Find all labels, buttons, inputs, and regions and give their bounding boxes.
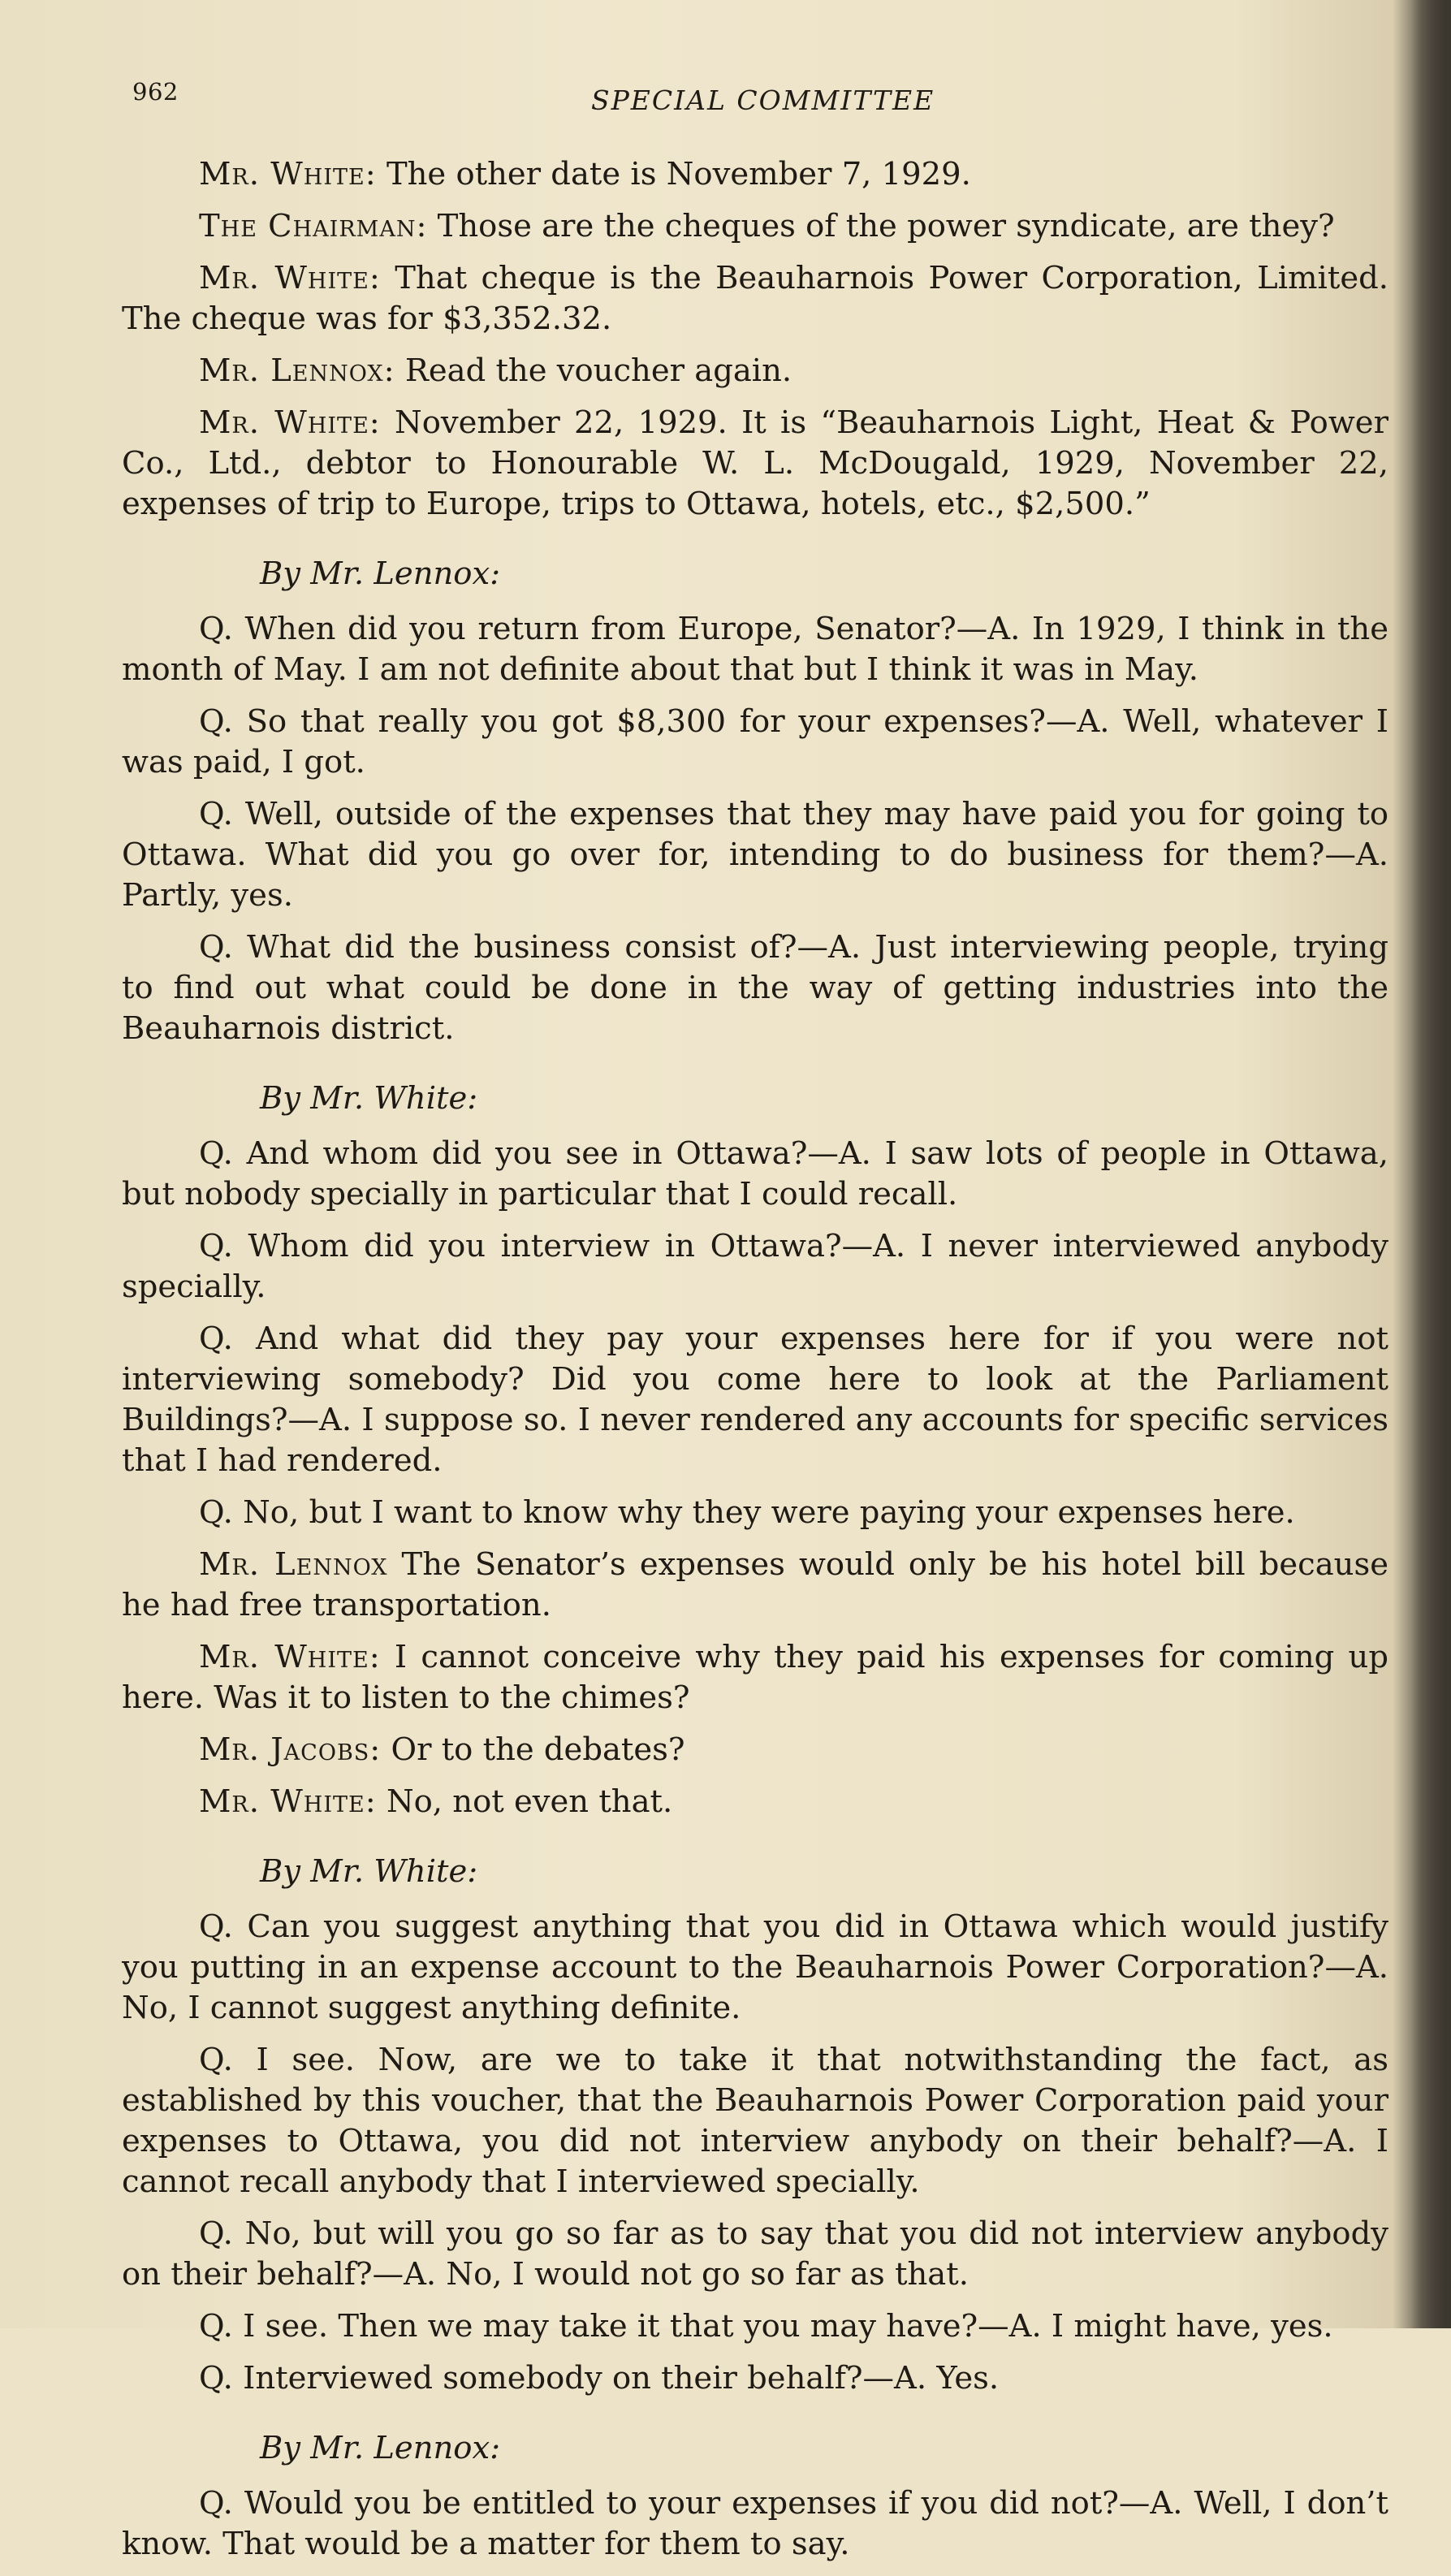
- speaker: Mr. White:: [199, 404, 381, 441]
- qa-paragraph: Q. What did the business consist of?—A. Just interviewing people, trying to find out what could be done in the way of getting industries into the Beauharnois district.: [122, 929, 1388, 1047]
- page-number: 962: [132, 78, 179, 106]
- paragraph: [122, 1782, 1388, 1822]
- qa-paragraph: Q. No, but I want to know why they were paying your expenses here.: [199, 1494, 1295, 1531]
- speaker: Mr. Jacobs:: [199, 1731, 382, 1768]
- speaker: Mr. White:: [199, 156, 377, 192]
- examiner-byline: By Mr. White:: [260, 1853, 478, 1890]
- paragraph: [122, 351, 1388, 391]
- speech: The other date is November 7, 1929.: [376, 156, 971, 192]
- paragraph: [122, 206, 1388, 247]
- paragraph: [122, 258, 1388, 339]
- speaker: The Chairman:: [199, 208, 428, 244]
- qa-paragraph: Q. When did you return from Europe, Senator?—A. In 1929, I think in the month of May. I am not definite about that but I think it was in May.: [122, 611, 1388, 688]
- qa-paragraph: Q. So that really you got $8,300 for your expenses?—A. Well, whatever I was paid, I got.: [122, 703, 1388, 780]
- speech: Those are the cheques of the power syndicate, are they?: [427, 208, 1335, 244]
- qa-paragraph: Q. No, but will you go so far as to say that you did not interview anybody on their behalf?—A. No, I would not go so far as that.: [122, 2215, 1388, 2293]
- qa-paragraph: Q. Would you be entitled to your expenses if you did not?—A. Well, I don’t know. That would be a matter for them to say.: [122, 2485, 1388, 2562]
- speech: I cannot conceive why they paid his expenses for coming up here. Was it to listen to the chimes?: [122, 1639, 1388, 1716]
- speech: The Senator’s expenses would only be his hotel bill because he had free transportation.: [122, 1546, 1388, 1623]
- speech: November 22, 1929. It is “Beauharnois Light, Heat & Power Co., Ltd., debtor to Honourable W. L. McDougald, 1929, November 22, expenses of trip to Europe, trips to Ottawa, hotels, etc., $2,500.”: [122, 404, 1388, 522]
- speech: That cheque is the Beauharnois Power Corporation, Limited. The cheque was for $3,352.32.: [122, 260, 1388, 337]
- running-head: SPECIAL COMMITTEE: [591, 84, 935, 116]
- paragraph: [122, 1637, 1388, 1718]
- paragraph: [122, 1545, 1388, 1626]
- qa-paragraph: Q. Can you suggest anything that you did in Ottawa which would justify you putting in an expense account to the Beauharnois Power Corporation?—A. No, I cannot suggest anything definite.: [122, 1908, 1388, 2026]
- speech: Read the voucher again.: [395, 352, 792, 389]
- qa-paragraph: Q. Well, outside of the expenses that they may have paid you for going to Ottawa. What did you go over for, intending to do business for them?—A. Partly, yes.: [122, 796, 1388, 914]
- qa-paragraph: Q. And what did they pay your expenses here for if you were not interviewing somebody? Did you come here to look at the Parliament Buildings?—A. I suppose so. I never rendered any accounts for specific services that I had rendered.: [122, 1320, 1388, 1479]
- speaker: Mr. Lennox:: [199, 352, 395, 389]
- examiner-byline: By Mr. Lennox:: [260, 2430, 501, 2466]
- speaker: Mr. White:: [199, 1783, 377, 1820]
- paragraph: [122, 403, 1388, 525]
- qa-paragraph: Q. I see. Then we may take it that you may have?—A. I might have, yes.: [199, 2308, 1333, 2345]
- paragraph: [122, 154, 1388, 195]
- qa-paragraph: Q. Whom did you interview in Ottawa?—A. I never interviewed anybody specially.: [122, 1228, 1388, 1305]
- examiner-byline: By Mr. White:: [260, 1080, 478, 1117]
- qa-paragraph: Q. Interviewed somebody on their behalf?—A. Yes.: [199, 2360, 1000, 2397]
- speaker: Mr. Lennox: [199, 1546, 388, 1583]
- speaker: Mr. White:: [199, 260, 381, 296]
- speaker: Mr. White:: [199, 1639, 381, 1675]
- binding-shadow: [1410, 0, 1451, 2328]
- paragraph: [122, 1730, 1388, 1770]
- speech: No, not even that.: [376, 1783, 673, 1820]
- body-text: [122, 154, 1388, 2576]
- speech: Or to the debates?: [381, 1731, 685, 1768]
- qa-paragraph: Q. And whom did you see in Ottawa?—A. I saw lots of people in Ottawa, but nobody specially in particular that I could recall.: [122, 1135, 1388, 1212]
- qa-paragraph: Q. I see. Now, are we to take it that notwithstanding the fact, as established by this voucher, that the Beauharnois Power Corporation paid your expenses to Ottawa, you did not interview anybody on their behalf?—A. I cannot recall anybody that I interviewed specially.: [122, 2042, 1388, 2200]
- examiner-byline: By Mr. Lennox:: [260, 555, 501, 592]
